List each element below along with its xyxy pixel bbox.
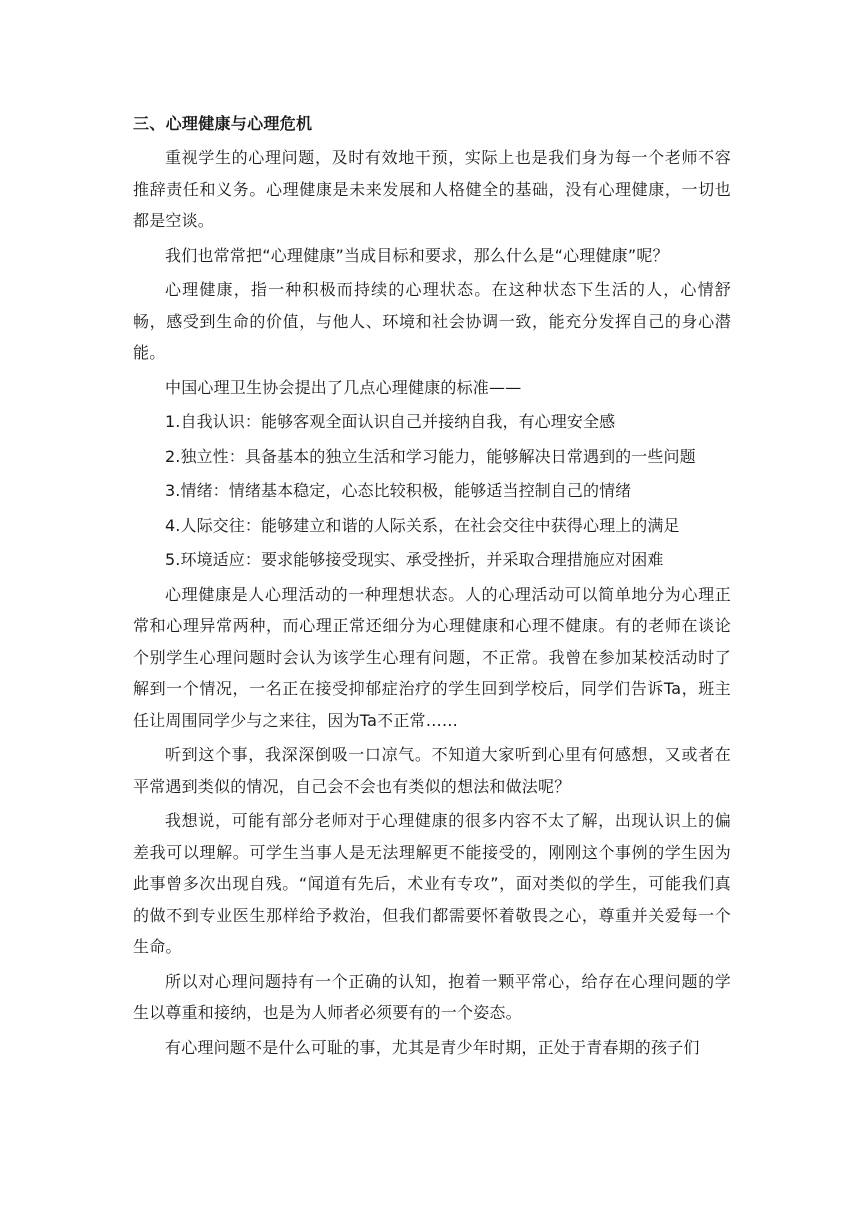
- paragraph-standards-intro: 中国心理卫生协会提出了几点心理健康的标准——: [165, 377, 522, 397]
- paragraph-respect-life: 我想说，可能有部分老师对于心理健康的很多内容不太了解，出现认识上的偏差我可以理解。可学生当事人是无法理解更不能接受的，刚刚这个事例的学生因为此事曾多次出现自残。“闻道有先后，术业有专攻”，面对类似的学生，可能我们真的做不到专业医生那样给予救治，但我们都需要怀着敬畏之心，尊重并关爱每一个生命。: [133, 811, 731, 956]
- paragraph-correct-attitude: 所以对心理问题持有一个正确的认知，抱着一颗平常心，给存在心理问题的学生以尊重和接纳，也是为人师者必须要有的一个姿态。: [133, 971, 731, 1022]
- section-heading: 三、心理健康与心理危机: [133, 114, 313, 133]
- paragraph-teacher-responsibility: 重视学生的心理问题，及时有效地干预，实际上也是我们身为每一个老师不容推辞责任和义务。心理健康是未来发展和人格健全的基础，没有心理健康，一切也都是空谈。: [133, 148, 731, 230]
- standard-self-awareness: 1.自我认识：能够客观全面认识自己并接纳自我，有心理安全感: [165, 412, 616, 431]
- paragraph-ideal-state: 心理健康是人心理活动的一种理想状态。人的心理活动可以简单地分为心理正常和心理异常两种，而心理正常还细分为心理健康和心理不健康。有的老师在谈论个别学生心理问题时会认为该学生心理有问题，不正常。我曾在参加某校活动时了解到一个情况，一名正在接受抑郁症治疗的学生回到学校后，同学们告诉Ta，班主任让周围同学少与之来往，因为Ta不正常……: [133, 584, 731, 730]
- standard-emotion: 3.情绪：情绪基本稳定，心态比较积极，能够适当控制自己的情绪: [165, 481, 632, 500]
- paragraph-not-shameful: 有心理问题不是什么可耻的事，尤其是青少年时期，正处于青春期的孩子们: [165, 1037, 700, 1057]
- paragraph-definition: 心理健康，指一种积极而持续的心理状态。在这种状态下生活的人，心情舒畅，感受到生命的价值，与他人、环境和社会协调一致，能充分发挥自己的身心潜能。: [133, 280, 731, 362]
- standard-independence: 2.独立性：具备基本的独立生活和学习能力，能够解决日常遇到的一些问题: [165, 446, 696, 466]
- standard-interpersonal: 4.人际交往：能够建立和谐的人际关系，在社会交往中获得心理上的满足: [165, 515, 680, 535]
- standard-adaptation: 5.环境适应：要求能够接受现实、承受挫折，并采取合理措施应对困难: [165, 550, 664, 569]
- paragraph-what-is-mental-health: 我们也常常把“心理健康”当成目标和要求，那么什么是“心理健康”呢？: [165, 245, 669, 265]
- document-body: [133, 109, 731, 1066]
- paragraph-reaction: 听到这个事，我深深倒吸一口凉气。不知道大家听到心里有何感想，又或者在平常遇到类似的情况，自己会不会也有类似的想法和做法呢？: [133, 745, 731, 796]
